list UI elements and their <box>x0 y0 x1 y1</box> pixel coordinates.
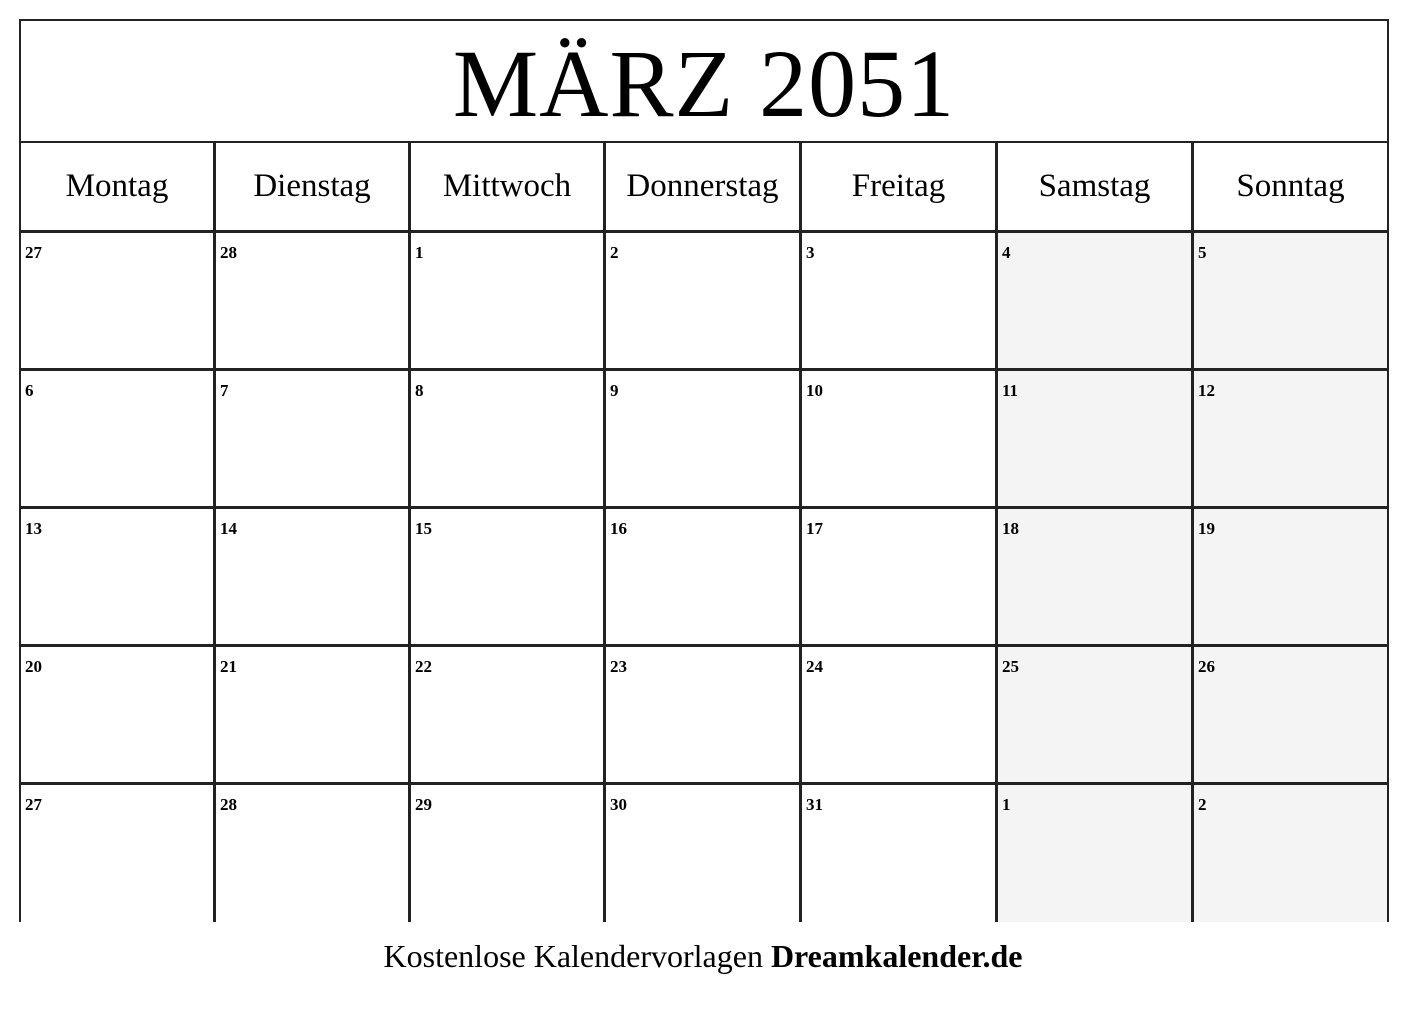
calendar-title: MÄRZ 2051 <box>452 30 956 137</box>
calendar <box>19 19 1389 922</box>
title-row <box>21 21 1387 143</box>
day-cell <box>998 371 1194 509</box>
day-number: 13 <box>25 519 42 538</box>
day-number: 15 <box>415 519 432 538</box>
day-cell <box>998 233 1194 371</box>
day-cell <box>606 647 802 785</box>
day-cell <box>606 785 802 922</box>
day-cell <box>411 509 606 647</box>
weekday-header: Sonntag <box>1194 143 1387 233</box>
day-number: 29 <box>415 795 432 814</box>
day-number: 12 <box>1198 381 1215 400</box>
day-cell <box>216 371 411 509</box>
day-number: 28 <box>220 243 237 262</box>
day-number: 23 <box>610 657 627 676</box>
day-cell <box>1194 785 1387 922</box>
footer <box>0 938 1406 975</box>
weekday-header: Donnerstag <box>606 143 802 233</box>
day-number: 24 <box>806 657 823 676</box>
weekday-header: Mittwoch <box>411 143 606 233</box>
day-cell <box>998 509 1194 647</box>
day-number: 27 <box>25 795 42 814</box>
day-number: 7 <box>220 381 229 400</box>
day-cell <box>606 371 802 509</box>
day-number: 17 <box>806 519 823 538</box>
day-cell <box>411 233 606 371</box>
day-number: 22 <box>415 657 432 676</box>
day-number: 25 <box>1002 657 1019 676</box>
day-cell <box>21 233 216 371</box>
weekday-header: Freitag <box>802 143 998 233</box>
day-number: 1 <box>1002 795 1011 814</box>
day-cell <box>802 785 998 922</box>
day-cell <box>1194 371 1387 509</box>
day-number: 30 <box>610 795 627 814</box>
day-cell <box>802 647 998 785</box>
day-number: 28 <box>220 795 237 814</box>
day-number: 3 <box>806 243 815 262</box>
day-number: 21 <box>220 657 237 676</box>
footer-text: Kostenlose Kalendervorlagen <box>383 938 763 974</box>
day-cell <box>1194 233 1387 371</box>
weekday-header: Montag <box>21 143 216 233</box>
footer-brand: Dreamkalender.de <box>770 938 1023 974</box>
day-number: 11 <box>1002 381 1019 400</box>
day-cell <box>21 647 216 785</box>
day-cell <box>21 509 216 647</box>
day-cell <box>21 785 216 922</box>
day-cell <box>216 647 411 785</box>
day-number: 4 <box>1002 243 1011 262</box>
day-number: 19 <box>1198 519 1215 538</box>
day-cell <box>411 647 606 785</box>
day-number: 2 <box>610 243 619 262</box>
day-number: 9 <box>610 381 619 400</box>
day-cell <box>606 509 802 647</box>
day-number: 1 <box>415 243 424 262</box>
day-cell <box>411 785 606 922</box>
day-number: 31 <box>806 795 823 814</box>
day-number: 6 <box>25 381 34 400</box>
day-cell <box>802 509 998 647</box>
day-cell <box>998 647 1194 785</box>
day-cell <box>216 509 411 647</box>
day-cell <box>802 233 998 371</box>
day-number: 5 <box>1198 243 1207 262</box>
day-cell <box>606 233 802 371</box>
day-cell <box>411 371 606 509</box>
day-number: 2 <box>1198 795 1207 814</box>
day-number: 10 <box>806 381 823 400</box>
day-number: 14 <box>220 519 237 538</box>
day-number: 27 <box>25 243 42 262</box>
day-number: 20 <box>25 657 42 676</box>
day-cell <box>1194 647 1387 785</box>
day-number: 8 <box>415 381 424 400</box>
day-cell <box>802 371 998 509</box>
day-number: 18 <box>1002 519 1019 538</box>
weekday-header: Samstag <box>998 143 1194 233</box>
day-number: 26 <box>1198 657 1215 676</box>
weekday-header: Dienstag <box>216 143 411 233</box>
day-cell <box>216 785 411 922</box>
day-cell <box>998 785 1194 922</box>
day-cell <box>1194 509 1387 647</box>
day-cell <box>216 233 411 371</box>
day-cell <box>21 371 216 509</box>
calendar-grid <box>21 143 1387 922</box>
day-number: 16 <box>610 519 627 538</box>
